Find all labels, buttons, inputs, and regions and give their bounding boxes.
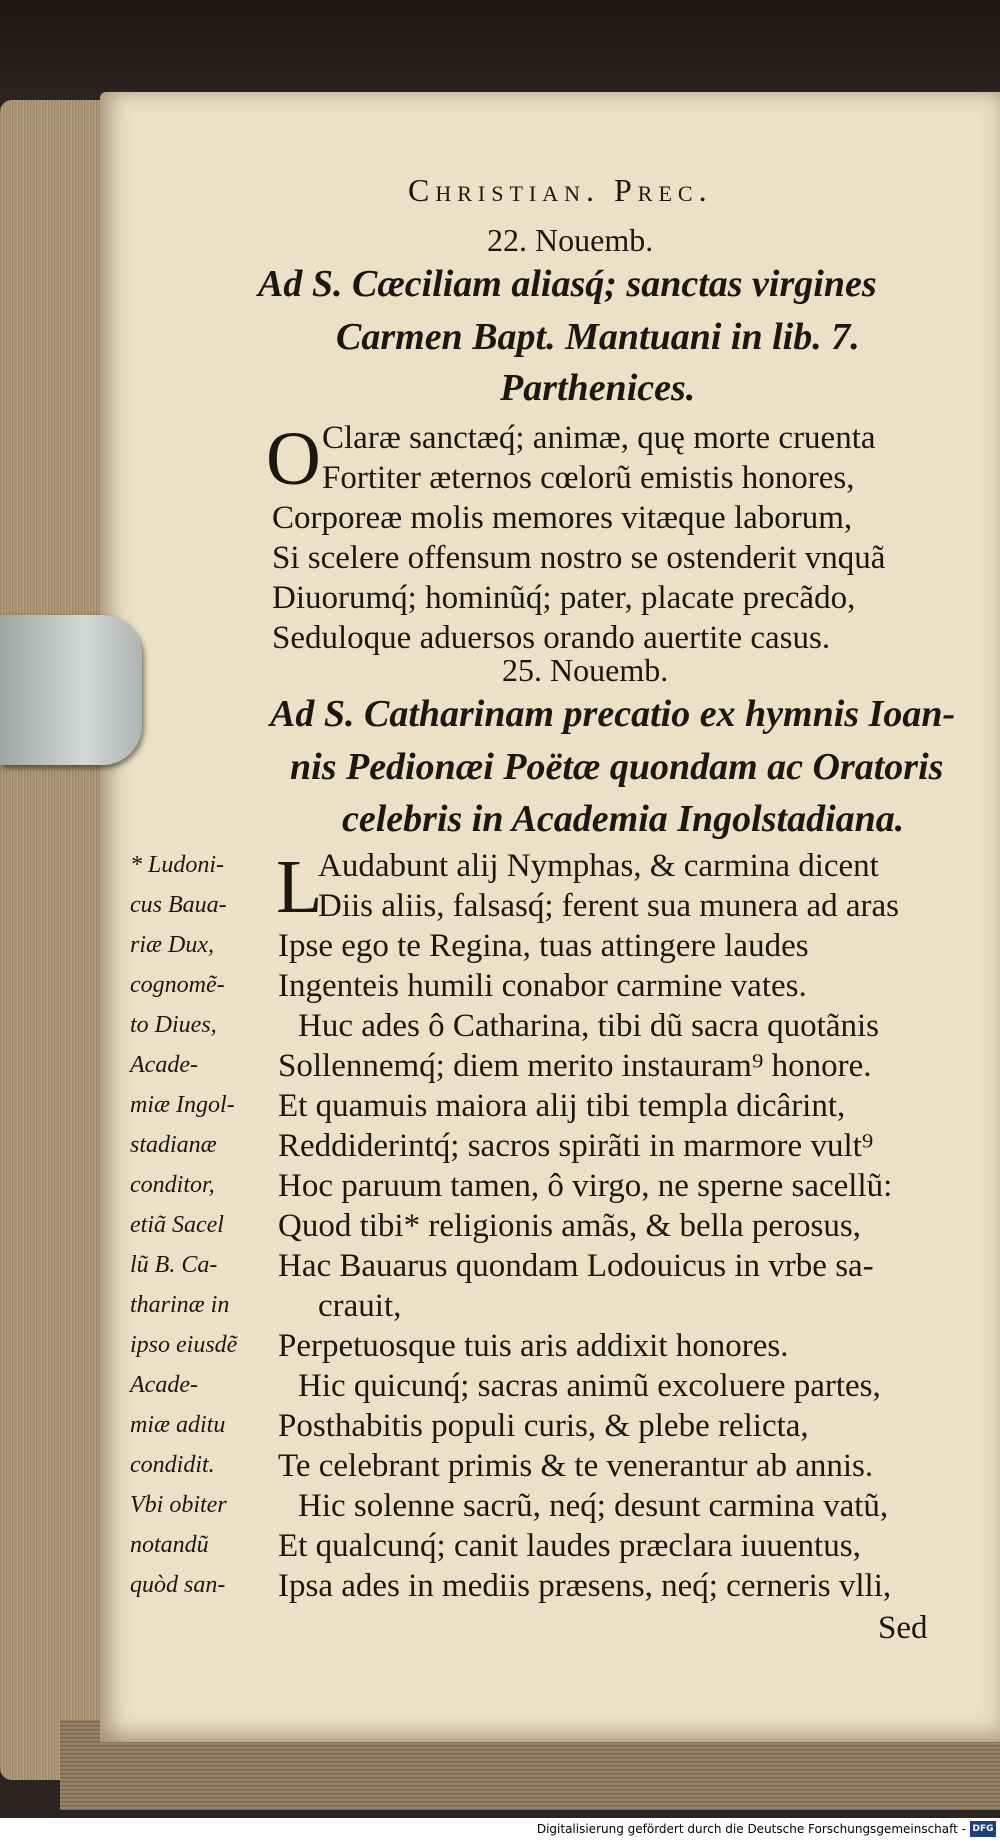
verse-line: Seduloque aduersos orando auertite casus. [272,620,831,656]
section1-heading-line: Ad S. Cæciliam aliasq́; sanctas virgines [258,263,877,305]
catchword: Sed [878,1610,928,1646]
marginal-note-line: quòd san- [130,1572,226,1598]
marginal-note-line: Vbi obiter [130,1492,227,1518]
marginal-note-line: cognomẽ- [130,972,225,998]
verse-line: Diuorumq́; hominũq́; pater, placate precãdo, [272,580,856,616]
running-head: Christian. Prec. [408,172,713,208]
verse-line: Ingenteis humili conabor carmine vates. [278,968,807,1004]
marginal-note-line: condidit. [130,1452,215,1478]
verse-line: Fortiter æternos cœlorũ emistis honores, [322,460,855,496]
marginal-note-line: etiã Sacel [130,1212,224,1238]
section2-drop-cap: L [276,845,323,929]
verse-line: Diis aliis, falsasq́; ferent sua munera ad aras [318,888,899,924]
verse-line: Te celebrant primis & te venerantur ab annis. [278,1448,874,1484]
marginal-note-line: to Diues, [130,1012,217,1038]
verse-line: Hoc paruum tamen, ô virgo, ne sperne sacellũ: [278,1168,893,1204]
verse-line: Ipse ego te Regina, tuas attingere laudes [278,928,809,964]
marginal-note-line: ipso eiusdẽ [130,1332,238,1358]
marginal-note-line: tharinæ in [130,1292,230,1318]
marginal-note-line: cus Baua- [130,892,227,918]
dfg-logo: DFG [970,1821,996,1837]
section1-heading-line: Parthenices. [500,367,696,409]
marginal-note-line: stadianæ [130,1132,217,1158]
verse-line: Hac Bauarus quondam Lodouicus in vrbe sa- [278,1248,874,1284]
verse-line: Perpetuosque tuis aris addixit honores. [278,1328,789,1364]
marginal-note-line: riæ Dux, [130,932,214,958]
verse-line: Et quamuis maiora alij tibi templa dicârint, [278,1088,846,1124]
marginal-note-line: conditor, [130,1172,215,1198]
section2-heading-line: nis Pedionæi Poëtæ quondam ac Oratoris [290,746,944,788]
verse-line: Et qualcunq́; canit laudes præclara iuuentus, [278,1528,861,1564]
section2-heading-line: Ad S. Catharinam precatio ex hymnis Ioan- [270,693,956,735]
verse-line: crauit, [318,1288,402,1324]
marginal-note-line: miæ aditu [130,1412,226,1438]
marginal-note-line: notandũ [130,1532,209,1558]
verse-line: Hic solenne sacrũ, neq́; desunt carmina vatũ, [298,1488,889,1524]
verse-line: Huc ades ô Catharina, tibi dũ sacra quotãnis [298,1008,879,1044]
section2-heading-line: celebris in Academia Ingolstadiana. [342,798,905,840]
verse-line: Si scelere offensum nostro se ostenderit vnquã [272,540,886,576]
verse-line: Quod tibi* religionis amãs, & bella perosus, [278,1208,861,1244]
marginal-note-line: miæ Ingol- [130,1092,235,1118]
marginal-note-line: * Ludoni- [130,852,225,878]
verse-line: Hic quicunq́; sacras animũ excoluere partes, [298,1368,881,1404]
verse-line: Audabunt alij Nymphas, & carmina dicent [318,848,879,884]
marginal-note-line: lũ B. Ca- [130,1252,218,1278]
verse-line: Corporeæ molis memores vitæque laborum, [272,500,853,536]
verse-line: Sollennemq́; diem merito instauram⁹ honore. [278,1048,872,1084]
verse-line: Ipsa ades in mediis præsens, neq́; cerneris vlli, [278,1568,892,1604]
verse-line: Claræ sanctæq́; animæ, quę morte cruenta [322,420,876,456]
section2-date: 25. Nouemb. [502,652,669,688]
marginal-note-line: Acade- [130,1372,198,1398]
marginal-note-line: Acade- [130,1052,198,1078]
section1-heading-line: Carmen Bapt. Mantuani in lib. 7. [336,316,860,358]
page-clip [0,615,142,765]
section1-drop-cap: O [266,417,321,501]
footer-credit: Digitalisierung gefördert durch die Deutsche Forschungsgemeinschaft - [536,1822,966,1836]
verse-line: Posthabitis populi curis, & plebe relicta, [278,1408,809,1444]
verse-line: Reddiderintq́; sacros spirãti in marmore vult⁹ [278,1128,874,1164]
section1-date: 22. Nouemb. [487,222,654,258]
